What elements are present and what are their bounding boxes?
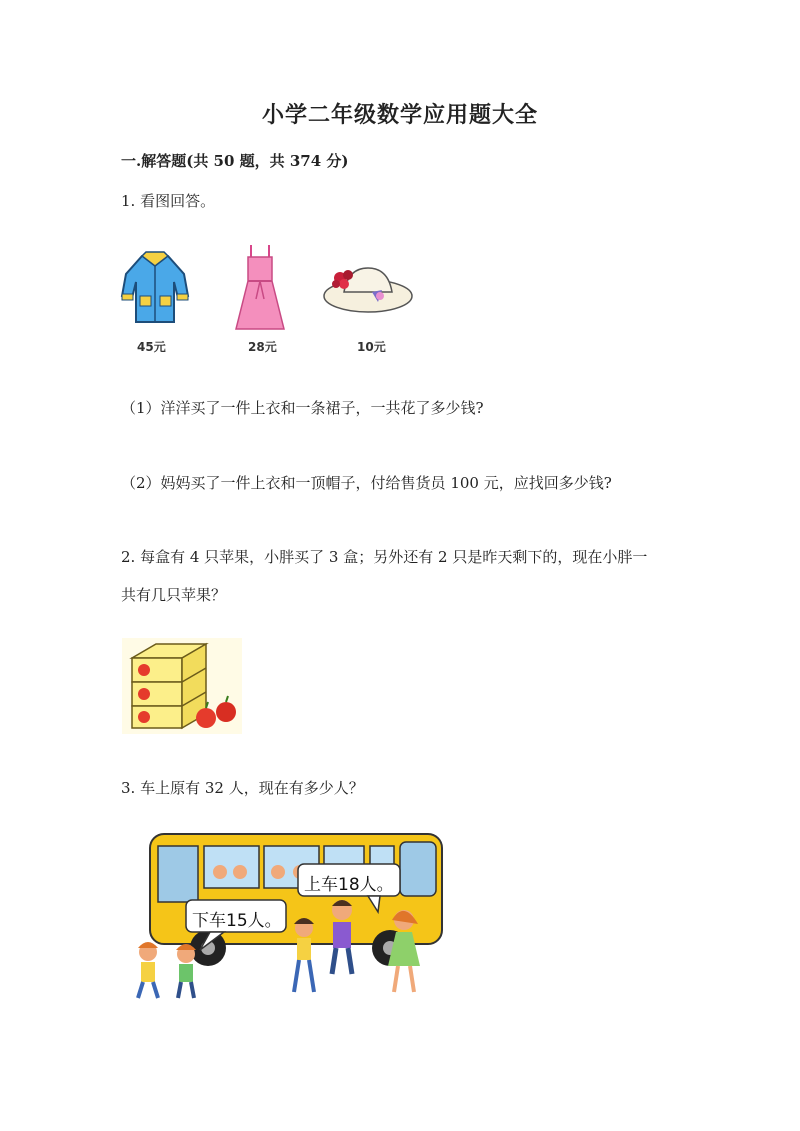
question-3: 3. 车上原有 32 人，现在有多少人？: [121, 779, 364, 797]
child-figure: [332, 900, 352, 974]
child-figure: [176, 944, 196, 998]
question-1-part-1: （1）洋洋买了一件上衣和一条裙子，一共花了多少钱?: [121, 399, 484, 417]
question-2-line-1: 2. 每盒有 4 只苹果，小胖买了 3 盒；另外还有 2 只是昨天剩下的，现在小胖一: [121, 548, 648, 566]
dress-icon: [234, 243, 286, 331]
bubble-off-text: 下车15人。: [192, 911, 282, 931]
price-dress: 28元: [248, 340, 277, 354]
bubble-on-text: 上车18人。: [304, 875, 394, 895]
price-jacket: 45元: [137, 340, 166, 354]
jacket-icon: [120, 250, 190, 325]
child-figure: [138, 942, 158, 998]
apple-boxes-illustration: [122, 638, 242, 734]
hat-icon: [322, 262, 414, 317]
child-figure: [294, 918, 314, 992]
question-1-part-2: （2）妈妈买了一件上衣和一顶帽子，付给售货员 100 元，应找回多少钱?: [121, 474, 612, 492]
bus-illustration: [128, 828, 446, 1008]
page-title: 小学二年级数学应用题大全: [261, 102, 538, 128]
question-1: 1. 看图回答。: [121, 192, 216, 210]
price-hat: 10元: [357, 340, 386, 354]
section-heading: 一.解答题(共 50 题，共 374 分): [121, 152, 349, 170]
question-2-line-2: 共有几只苹果？: [121, 586, 227, 604]
